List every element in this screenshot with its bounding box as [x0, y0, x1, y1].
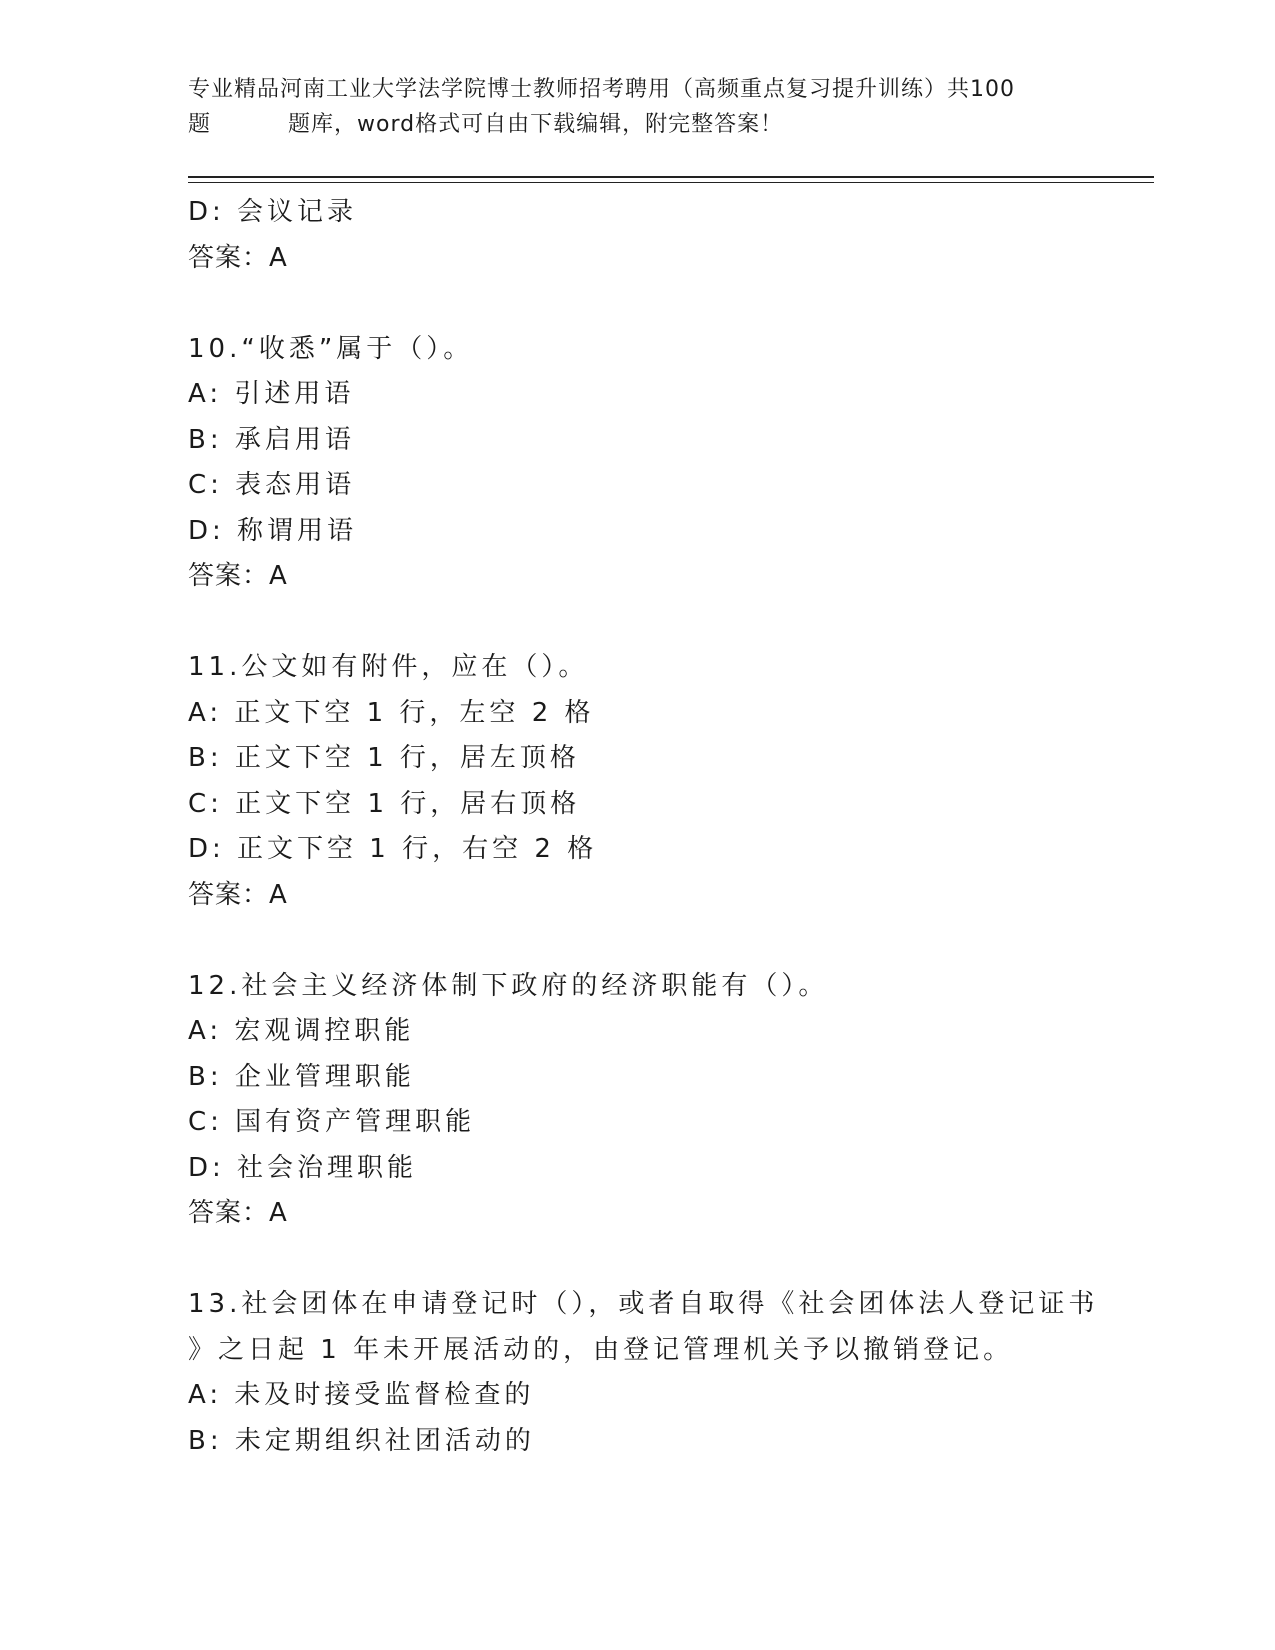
header-divider-thin — [188, 182, 1154, 183]
option-line: C: 正文下空 1 行，居右顶格 — [188, 788, 581, 819]
option-line: A: 宏观调控职能 — [188, 1016, 415, 1046]
option-line: A: 引述用语 — [188, 379, 355, 409]
blank-line — [188, 600, 1148, 646]
question-text: 》之日起 1 年未开展活动的，由登记管理机关予以撤销登记。 — [188, 1334, 1014, 1365]
answer-line: 答案：A — [188, 561, 288, 591]
answer-line: 答案：A — [188, 242, 288, 273]
option-line: D: 称谓用语 — [188, 515, 358, 546]
question-text: 11.公文如有附件，应在（）。 — [188, 652, 589, 682]
blank-line — [188, 918, 1148, 964]
header-line2-left: 题 — [188, 112, 212, 137]
option-line: B: 企业管理职能 — [188, 1061, 415, 1092]
question-text: 13.社会团体在申请登记时（），或者自取得《社会团体法人登记证书 — [188, 1289, 1099, 1319]
question-list — [188, 190, 1148, 1464]
option-line: B: 未定期组织社团活动的 — [188, 1425, 535, 1456]
question-text: 12.社会主义经济体制下政府的经济职能有（）。 — [188, 970, 829, 1001]
header-divider-thick — [188, 176, 1154, 178]
option-line: D: 社会治理职能 — [188, 1152, 418, 1183]
answer-line: 答案：A — [188, 1198, 288, 1228]
option-line: C: 表态用语 — [188, 470, 356, 500]
option-line: D: 会议记录 — [188, 197, 358, 227]
option-line: B: 正文下空 1 行，居左顶格 — [188, 743, 580, 773]
page-header — [188, 72, 1088, 142]
option-line: D: 正文下空 1 行，右空 2 格 — [188, 834, 598, 864]
answer-line: 答案：A — [188, 879, 288, 910]
option-line: A: 未及时接受监督检查的 — [188, 1380, 535, 1410]
option-line: B: 承启用语 — [188, 424, 355, 455]
header-title-line2 — [188, 107, 1088, 142]
question-text: 10.“收悉”属于（）。 — [188, 333, 474, 364]
option-line: A: 正文下空 1 行，左空 2 格 — [188, 697, 595, 728]
blank-line — [188, 1237, 1148, 1283]
header-title-line1: 专业精品河南工业大学法学院博士教师招考聘用（高频重点复习提升训练）共100 — [188, 77, 1015, 102]
blank-line — [188, 281, 1148, 327]
header-line2-right: 题库，word格式可自由下载编辑，附完整答案！ — [288, 112, 784, 137]
option-line: C: 国有资产管理职能 — [188, 1107, 476, 1137]
